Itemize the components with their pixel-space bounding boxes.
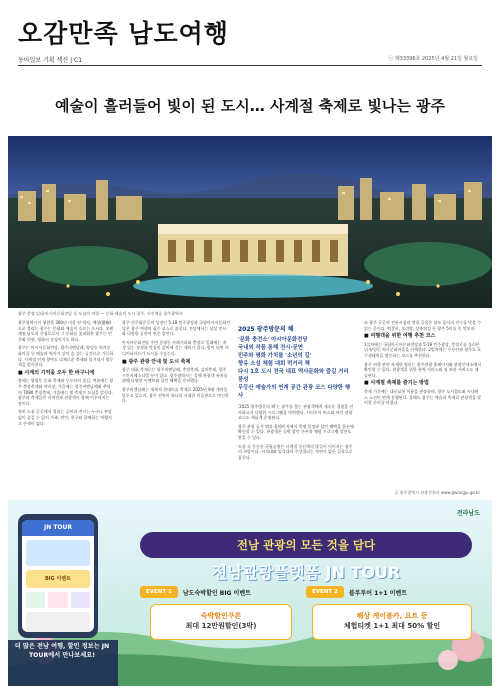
top-rule (18, 65, 482, 66)
city-night-photo (8, 136, 492, 308)
pull-quote-line: 국내외 작품 통해 전시·공연 (238, 345, 303, 351)
pull-quote (238, 326, 354, 398)
issue-date: ⓒ 제33396호 2025년 4월 21일 월요일 (388, 56, 478, 62)
article-column-4 (364, 320, 482, 409)
article-paragraph: 광주 민주화운동의 상징인 5·18 민주광장과 국립아시아문화전당은 광주 여행의 필수 코스로 꼽힌다. 전당에서는 상설 전시와 다양한 공연이 연중 열린다. (122, 320, 230, 337)
pull-quote-line: 무등산 예술가의 연계 공간 관광 코스 다양한 행사 (238, 385, 351, 399)
article-paragraph: 봄에는 양림동 문화 축제와 무등산의 꽃길, 여름에는 광주 충장축제와 야시장, 가을에는 광주비엔날레와 추억의 7080 충장축제, 겨울에는 빛 축제가 도심을 밝힌다. 광주의 축제들은 지역민과 관광객이 함께 어우러지는 장이다. (18, 378, 114, 406)
app-screen (22, 520, 94, 632)
article-subhead: ■ 사계의 기억을 모두 한 바구니에 (18, 369, 95, 376)
article-column-2 (122, 320, 230, 407)
app-header: JN TOUR (22, 520, 94, 536)
article-paragraph: 광주광역시의 영원한 300년 이상 된 역사, 예향(藝鄕)으로 불리는 광주는 문화와 예술이 흐르는 도시다. 오랜 세월 남도의 중심으로서 그 문화를 꽃피워온 광주는 민주와 인권, 평화의 상징이기도 하다. (18, 320, 114, 342)
event-2-line2: 체험티켓 1+1 최대 50% 할인 (343, 622, 441, 630)
article-paragraph: 축제 기간에는 대중교통 이용을 권장하며, 광주 도시철도와 시내버스 노선이 연계 운행된다. 올해도 광주는 예술과 축제로 관광객을 맞이할 준비를 마쳤다. (364, 388, 482, 406)
event-2-line1: 해상 케이블카, 요트 등 (356, 612, 428, 620)
ad-left-text: 더 많은 전남 여행, 할인 정보는 JN TOUR에서 만나보세요! (14, 643, 110, 659)
article-column-1 (18, 320, 114, 429)
event-1-box[interactable] (150, 604, 292, 640)
article-paragraph: '2025 광주방문의 해'는 광주를 찾는 관광객에게 새로운 경험을 선사하고자 다양한 프로그램을 마련했다. 시티투어 버스와 야간 관광 코스도 새롭게 운영된다. (238, 404, 354, 421)
article-paragraph: 광주 대표 축제로는 광주비엔날레, 충장축제, 김치축제, 광주 프린지페스티벌 등이 있다. 광주광역시는 올해 관광객 유치를 위해 다양한 이벤트와 할인 혜택을 준비했다. (122, 367, 228, 384)
pull-quote-line: '문화 충전소' 아시아문화전당 (238, 337, 308, 343)
article-paragraph: 특히 도심 곳곳에서 열리는 공연과 전시는 누구나 부담 없이 즐길 수 있어 가족, 연인, 친구와 함께하는 여행지로 손색이 없다. (18, 409, 112, 426)
main-headline: 예술이 흘러들어 빛이 된 도시… 사계절 축제로 빛나는 광주 (54, 97, 446, 115)
article-subhead: ■ 여행객을 위한 여행 추천 코스 (364, 333, 436, 340)
app-badge: BIG 이벤트 (26, 570, 90, 588)
event-2-box[interactable] (312, 604, 472, 640)
event-1-tag: EVENT 1 (140, 586, 178, 598)
section-label: 동아일보 기획 섹션 | C1 (18, 57, 83, 64)
masthead-title: 오감만족 남도여행 (18, 19, 229, 48)
event-1-header (140, 586, 251, 598)
article-paragraph: 광주 관광 공식 앱과 홈페이지에서 축제 일정과 할인 혜택을 한눈에 확인할 수 있다. 관광객은 숙박 할인 쿠폰과 체험 프로그램 할인도 받을 수 있다. (238, 423, 354, 440)
article-subhead: ■ 사계절 축제를 즐기는 방법 (364, 380, 429, 387)
jeonnam-logo: 전라남도 (456, 510, 480, 517)
photo-caption: 광주 충장 일대·아시아문화전당 등 도심의 야경 — 문화·예술의 도시 광주. 사진제공 광주광역시 (18, 311, 183, 316)
event-1-title: 남도숙박할인 BIG 이벤트 (182, 589, 251, 597)
ad-app-name: 전남관광플랫폼 JN TOUR (211, 563, 401, 582)
event-2-title: 블루투어 1+1 이벤트 (348, 589, 408, 597)
ad-headline: 전남 관광의 모든 것을 담다 (140, 532, 472, 558)
article-paragraph: 1일차에는 국립아시아문화전당과 5·18 민주광장, 충장로를 둘러본 뒤 양림동 역사문화마을을 산책한다. 2일차에는 무등산과 광주호 호수생태원을 방문하는 코스를 추천한다. (364, 341, 482, 358)
article-paragraph: 광주비엔날레는 세계적 현대미술 축제로 2025년 9월 개막을 앞두고 있으며, 광주 전역이 하나의 거대한 미술관으로 변신한다. (122, 386, 229, 404)
pull-quote-title: 2025 광주방문의 해 (238, 326, 294, 333)
article-paragraph: 광주는 아시아문화전당, 광주비엔날레, 양림동 역사문화마을 등 예술과 역사가 살아 숨 쉬는 공간으로 가득하다. 사계절 언제 찾아도 다채로운 축제와 볼거리가 방문객을 맞이한다. (18, 345, 114, 368)
event-2-tag: EVENT 2 (306, 586, 344, 598)
footer-note: 글 광주광역시 관광진흥과 www.gwangju.go.kr (394, 490, 480, 495)
article-column-3 (238, 404, 354, 463)
article-subhead: ■ 광주 관광 안내 및 도시 축제 (122, 358, 191, 365)
article-paragraph: 광주 여행 관련 자세한 정보는 광주관광 홈페이지와 관광안내소에서 확인할 수 있다. 관광객을 위한 통역 서비스와 짐 보관 서비스도 제공된다. (364, 361, 482, 378)
pull-quote-line: 민주와 평화 가치를 '소년의 길' (238, 353, 312, 359)
article-paragraph: 또 광주 곳곳의 전통시장과 맛집 골목은 남도 음식의 진수를 맛볼 수 있는 곳이다. 떡갈비, 오리탕, 상추튀김 등 광주 5미를 꼭 맛보자. (364, 320, 482, 331)
event-2-header (306, 586, 407, 598)
article-paragraph: 도심 속 무등산 국립공원은 사계절 등산객의 발길이 이어지는 광주의 자랑이다. 서석대와 입석대의 주상절리는 자연이 빚은 걸작으로 꼽힌다. (238, 443, 353, 460)
event-1-line2: 최대 12만원할인(3박) (185, 622, 257, 630)
event-1-line1: 숙박할인쿠폰 (200, 612, 242, 620)
pull-quote-line: 다시 1호 도시 전국 대표 역사문화와 즐길 거리 풍성 (238, 369, 349, 383)
pull-quote-line: 향유 소설 체험 대회 먹거리 책 (238, 361, 310, 367)
article-paragraph: 아시아문화전당 주변 동명동 카페거리와 충장로 일대에는 개성 있는 상점과 맛집이 즐비해 걷는 재미가 있다. 밤이 되면 미디어파사드가 도시를 수놓는다. (122, 339, 229, 356)
